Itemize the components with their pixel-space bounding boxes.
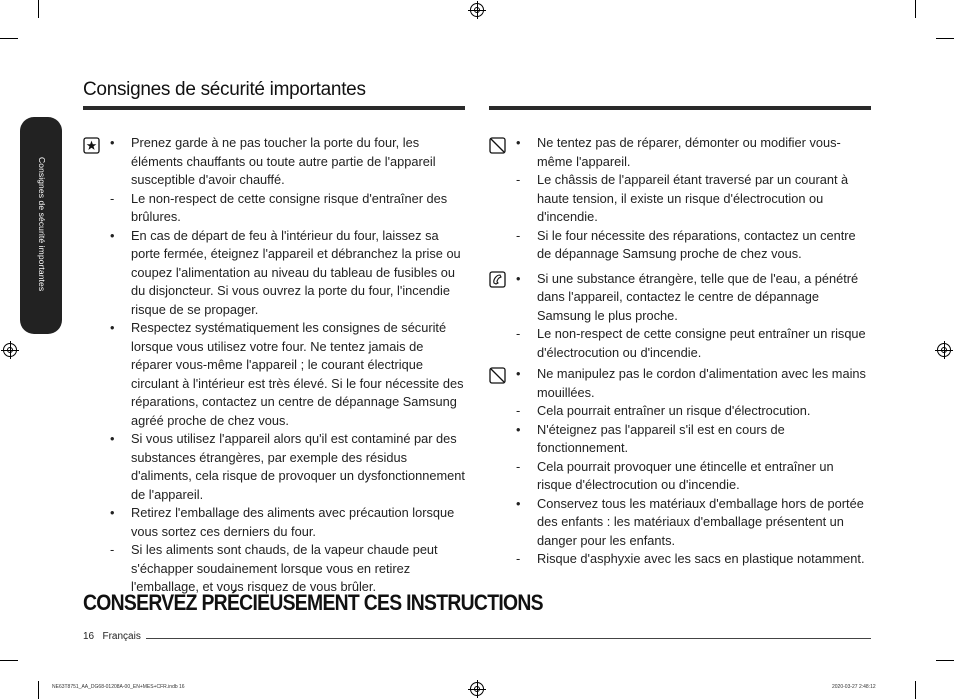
sub-list-item: - Si le four nécessite des réparations, contactez un centre de dépannage Samsung proche de chez vous.: [516, 227, 872, 264]
sub-list-item: - Cela pourrait provoquer une étincelle et entraîner un risque d'électrocution ou d'incendie.: [516, 458, 872, 495]
crop-mark: [915, 0, 916, 18]
footer-language: Français: [102, 631, 141, 642]
crop-mark: [915, 681, 916, 699]
registration-mark-icon: [470, 682, 484, 696]
prohibited-icon: [489, 367, 506, 384]
crop-mark: [38, 0, 39, 18]
list-item: • Si une substance étrangère, telle que de l'eau, a pénétré dans l'appareil, contactez le centre de dépannage Samsung le plus proche.: [516, 270, 872, 326]
crop-mark: [0, 660, 18, 661]
sub-list-item: - Si les aliments sont chauds, de la vapeur chaude peut s'échapper soudainement lorsque vous en retirez l'emballage, et vous risquez de vous brûler.: [110, 541, 466, 597]
print-slug-right: 2020-03-27 2:48:12: [832, 684, 876, 690]
contact-service-icon: [489, 271, 506, 288]
registration-mark-icon: [470, 3, 484, 17]
closing-title: CONSERVEZ PRÉCIEUSEMENT CES INSTRUCTIONS: [83, 590, 543, 615]
title-rule-right: [489, 106, 871, 110]
list-item: • Prenez garde à ne pas toucher la porte du four, les éléments chauffants ou toute autre partie de l'appareil susceptible d'avoir chauffé.: [110, 134, 466, 190]
star-in-box-icon: [83, 137, 100, 154]
sub-list-item: - Le non-respect de cette consigne peut entraîner un risque d'électrocution ou d'incendie.: [516, 325, 872, 362]
side-tab-label: Consignes de sécurité importantes: [37, 157, 47, 292]
footer-rule: [146, 638, 871, 639]
print-slug-left: NE63T8751_AA_DG68-01208A-00_EN+MES+CFR.indb 16: [52, 684, 185, 690]
list-item: • Si vous utilisez l'appareil alors qu'il est contaminé par des substances étrangères, par exemple des résidus d'aliments, cela risque de provoquer un dysfonctionnement de l'appareil.: [110, 430, 466, 504]
list-item: • Ne manipulez pas le cordon d'alimentation avec les mains mouillées.: [516, 365, 872, 402]
page-footer: [83, 631, 141, 642]
right-column: [516, 134, 872, 569]
crop-mark: [936, 38, 954, 39]
crop-mark: [0, 38, 18, 39]
list-item: • Conservez tous les matériaux d'emballage hors de portée des enfants : les matériaux d'emballage présentent un danger pour les enfants.: [516, 495, 872, 551]
list-item: • En cas de départ de feu à l'intérieur du four, laissez sa porte fermée, éteignez l'appareil et débranchez la prise ou coupez l'alimentation au niveau du tableau de fusibles ou du disjoncteur. Si vous ouvrez la porte du four, l'incendie risque de se propager.: [110, 227, 466, 320]
list-item: • Respectez systématiquement les consignes de sécurité lorsque vous utilisez votre four. Ne tentez jamais de réparer vous-même l'appareil ; le courant électrique circulant à l'intérieur est très élevé. Si le four nécessite des réparations, contactez un centre de dépannage Samsung agréé proche de chez vous.: [110, 319, 466, 430]
title-rule-left: [83, 106, 465, 110]
list-item: • N'éteignez pas l'appareil s'il est en cours de fonctionnement.: [516, 421, 872, 458]
list-item: • Retirez l'emballage des aliments avec précaution lorsque vous sortez ces derniers du four.: [110, 504, 466, 541]
sub-list-item: - Le châssis de l'appareil étant traversé par un courant à haute tension, il existe un risque d'électrocution ou d'incendie.: [516, 171, 872, 227]
page-number: 16: [83, 631, 95, 642]
sub-list-item: - Le non-respect de cette consigne risque d'entraîner des brûlures.: [110, 190, 466, 227]
registration-mark-icon: [937, 343, 951, 357]
crop-mark: [38, 681, 39, 699]
side-tab-label-wrap: [27, 127, 57, 327]
sub-list-item: - Risque d'asphyxie avec les sacs en plastique notamment.: [516, 550, 872, 569]
crop-mark: [936, 660, 954, 661]
sub-list-item: - Cela pourrait entraîner un risque d'électrocution.: [516, 402, 872, 421]
no-disassembly-icon: [489, 137, 506, 154]
left-column: [110, 134, 466, 597]
section-title: Consignes de sécurité importantes: [83, 79, 366, 100]
list-item: • Ne tentez pas de réparer, démonter ou modifier vous-même l'appareil.: [516, 134, 872, 171]
registration-mark-icon: [3, 343, 17, 357]
